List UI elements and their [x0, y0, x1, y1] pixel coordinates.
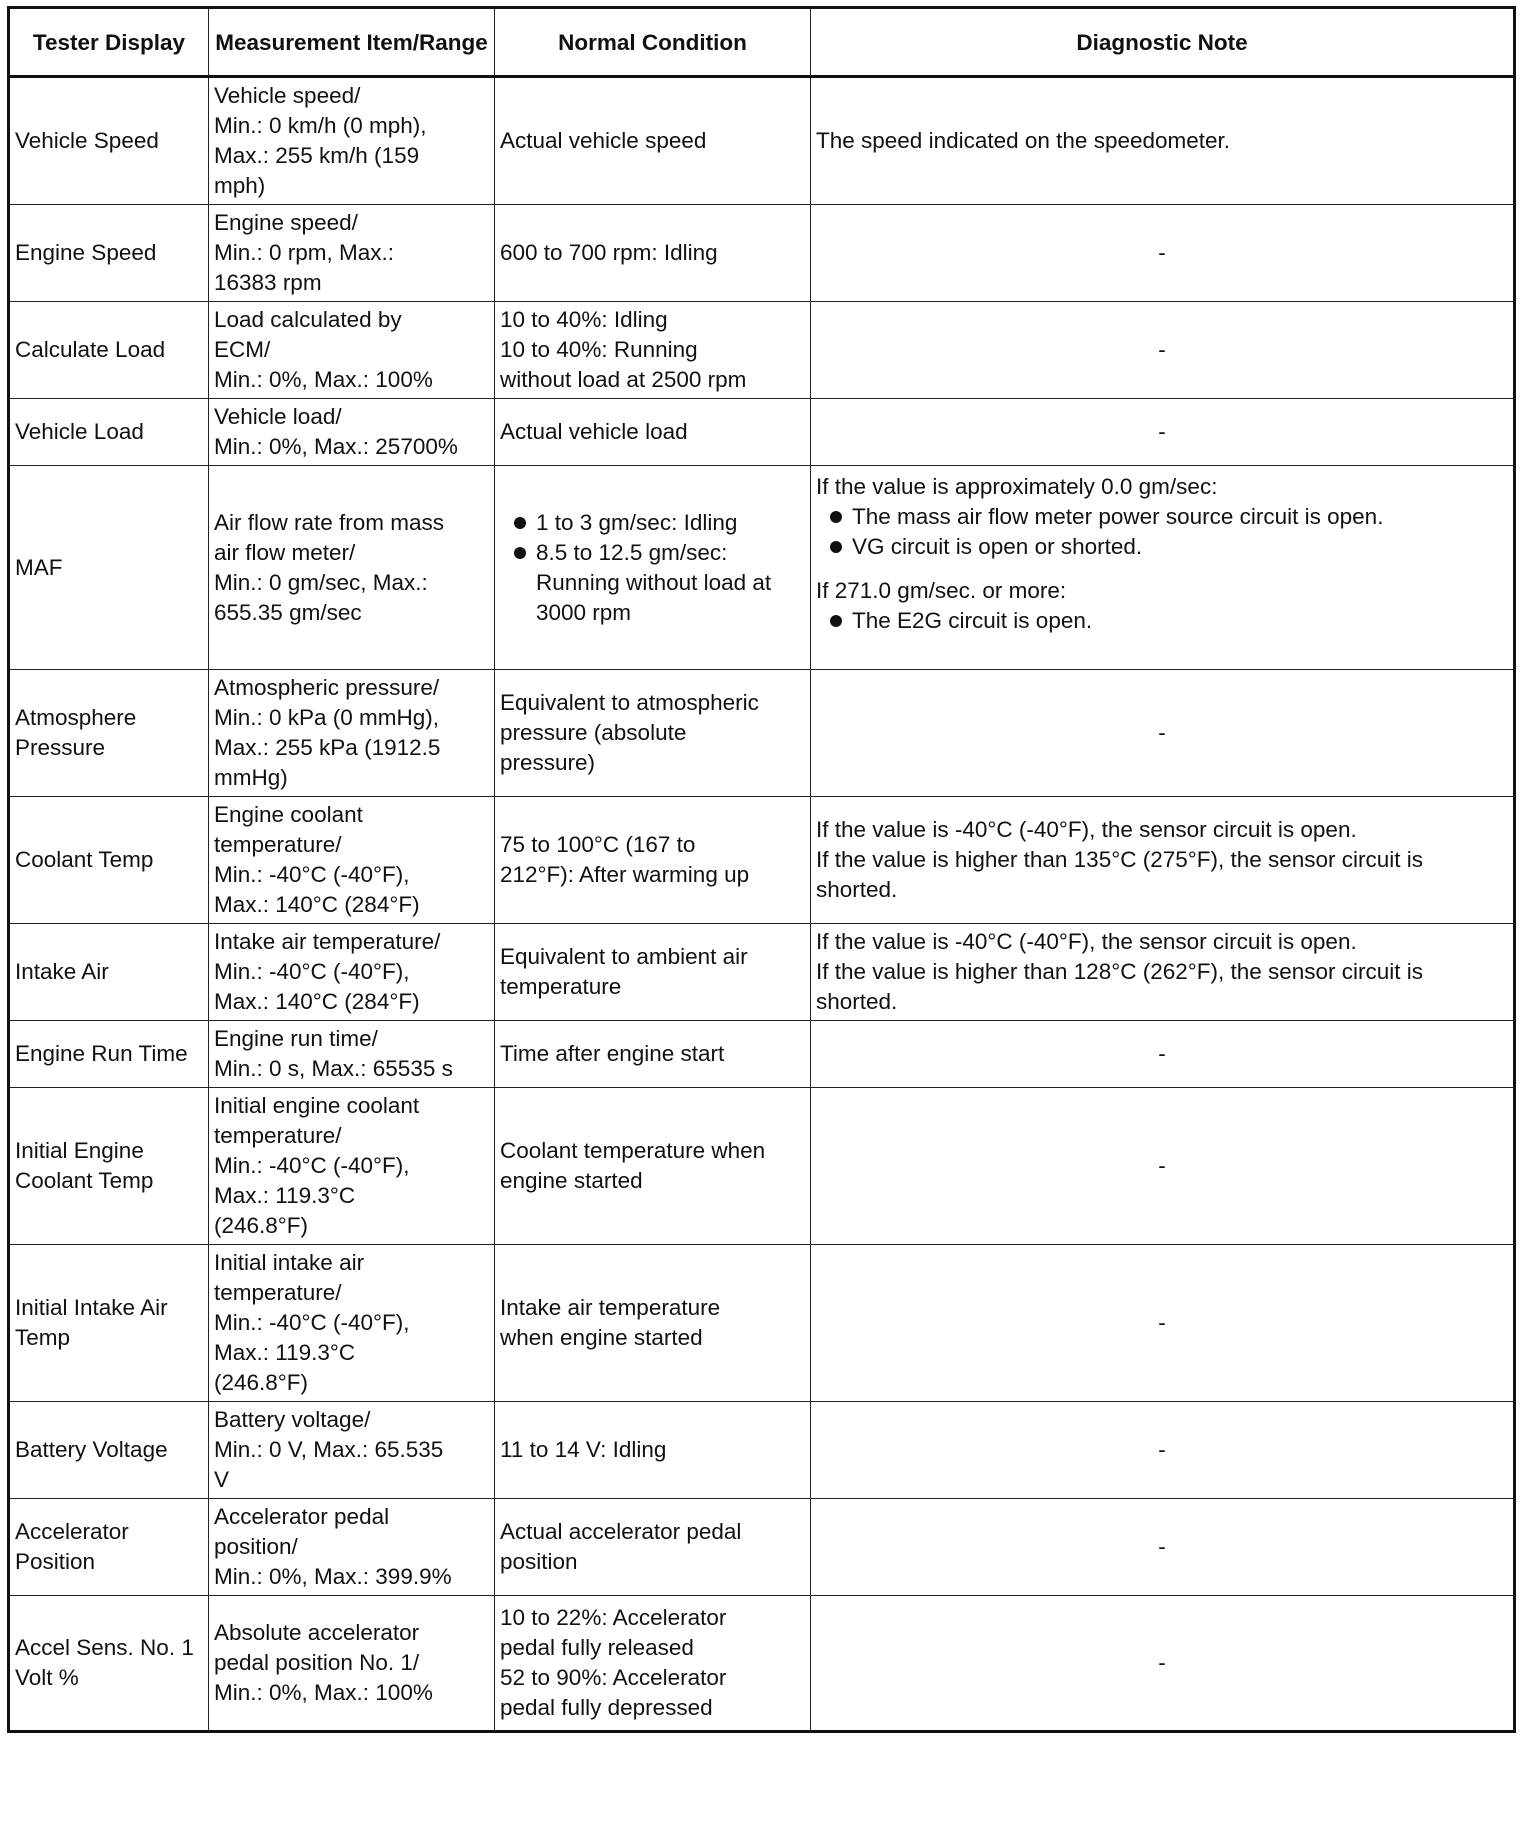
- measurement-cell: [209, 1088, 495, 1245]
- text-line: Air flow rate from mass: [214, 509, 445, 535]
- text-line: Min.: -40°C (-40°F),: [214, 862, 410, 887]
- text-line: Min.: 0%, Max.: 399.9%: [214, 1564, 452, 1589]
- text-line: Intake air temperature: [500, 1295, 721, 1320]
- text-line: Max.: 119.3°C: [214, 1340, 356, 1365]
- text-line: temperature/: [214, 832, 342, 857]
- text-line: Accelerator pedal: [214, 1504, 390, 1529]
- text-line: Coolant temperature when: [500, 1138, 766, 1163]
- diagnostic-note-cell: -: [811, 205, 1515, 302]
- table-row: [9, 1402, 1515, 1499]
- text-line: Min.: -40°C (-40°F),: [214, 959, 410, 984]
- table-row: [9, 797, 1515, 924]
- note-text: If 271.0 gm/sec. or more:: [816, 578, 1067, 603]
- text-line: pressure (absolute: [500, 720, 687, 745]
- text-line: Engine speed/: [214, 210, 358, 235]
- header-measurement: Measurement Item/Range: [209, 8, 495, 77]
- normal-condition-cell: [495, 1021, 811, 1088]
- measurement-cell: [209, 797, 495, 924]
- diagnostic-note-cell: -: [811, 1245, 1515, 1402]
- normal-condition-cell: [495, 1088, 811, 1245]
- normal-condition-cell: [495, 399, 811, 466]
- data-list-table: [7, 6, 1516, 1733]
- header-row: [9, 8, 1515, 77]
- text-line: pedal position No. 1/: [214, 1650, 420, 1675]
- measurement-cell: [209, 399, 495, 466]
- normal-condition-cell: [495, 924, 811, 1021]
- measurement-cell: [209, 302, 495, 399]
- text-line: Min.: 0 rpm, Max.:: [214, 240, 395, 265]
- text-line: Engine run time/: [214, 1026, 378, 1051]
- text-line: temperature/: [214, 1123, 342, 1148]
- table-row: [9, 1596, 1515, 1732]
- text-line: Load calculated by: [214, 307, 402, 332]
- diagnostic-note-cell: [811, 924, 1515, 1021]
- table-row: [9, 924, 1515, 1021]
- table-row: [9, 466, 1515, 670]
- note-text: If the value is higher than 135°C (275°F), the sensor circuit is shorted.: [816, 847, 1424, 902]
- measurement-cell: [209, 1402, 495, 1499]
- diagnostic-note-cell: -: [811, 1499, 1515, 1596]
- diagnostic-note-cell: -: [811, 1088, 1515, 1245]
- text-line: Min.: -40°C (-40°F),: [214, 1153, 410, 1178]
- header-tester-display: Tester Display: [9, 8, 209, 77]
- text-line: (246.8°F): [214, 1370, 309, 1395]
- normal-condition-cell: [495, 1402, 811, 1499]
- list-item: 8.5 to 12.5 gm/sec: Running without load at 3000 rpm: [500, 538, 805, 628]
- normal-condition-cell: [495, 1499, 811, 1596]
- normal-condition-cell: [495, 797, 811, 924]
- text-line: without load at 2500 rpm: [500, 367, 747, 392]
- header-normal-condition: Normal Condition: [495, 8, 811, 77]
- normal-condition-cell: [495, 670, 811, 797]
- table-row: [9, 1021, 1515, 1088]
- table-row: [9, 1499, 1515, 1596]
- measurement-cell: [209, 77, 495, 205]
- measurement-cell: [209, 1021, 495, 1088]
- tester-display-cell: Battery Voltage: [9, 1402, 209, 1499]
- note-text: If the value is approximately 0.0 gm/sec:: [816, 474, 1218, 499]
- text-line: Max.: 255 km/h (159: [214, 143, 420, 168]
- text-line: 52 to 90%: Accelerator: [500, 1665, 727, 1690]
- text-line: Absolute accelerator: [214, 1620, 420, 1645]
- note-text: If the value is higher than 128°C (262°F), the sensor circuit is shorted.: [816, 959, 1424, 1014]
- diagnostic-note-cell: -: [811, 1596, 1515, 1732]
- text-line: Actual vehicle load: [500, 419, 688, 444]
- measurement-cell: [209, 924, 495, 1021]
- text-line: when engine started: [500, 1325, 703, 1350]
- text-line: mph): [214, 173, 266, 198]
- text-line: Min.: 0 gm/sec, Max.:: [214, 569, 428, 595]
- note-text: If the value is -40°C (-40°F), the sensor circuit is open.: [816, 817, 1357, 842]
- diagnostic-note-cell: -: [811, 1021, 1515, 1088]
- measurement-cell: [209, 670, 495, 797]
- text-line: 16383 rpm: [214, 270, 322, 295]
- measurement-cell: [209, 1499, 495, 1596]
- list-item: The mass air flow meter power source circuit is open.: [816, 502, 1508, 532]
- note-text: If the value is -40°C (-40°F), the sensor circuit is open.: [816, 929, 1357, 954]
- text-line: Min.: 0 V, Max.: 65.535: [214, 1437, 444, 1462]
- text-line: temperature: [500, 974, 622, 999]
- text-line: Min.: 0%, Max.: 25700%: [214, 434, 458, 459]
- text-line: Battery voltage/: [214, 1407, 371, 1432]
- list-item: The E2G circuit is open.: [816, 606, 1508, 636]
- text-line: Max.: 255 kPa (1912.5: [214, 735, 441, 760]
- text-line: 655.35 gm/sec: [214, 599, 362, 625]
- text-line: Intake air temperature/: [214, 929, 441, 954]
- diagnostic-note-cell: [811, 797, 1515, 924]
- table-row: [9, 399, 1515, 466]
- tester-display-cell: Initial Intake Air Temp: [9, 1245, 209, 1402]
- diagnostic-note-cell: -: [811, 399, 1515, 466]
- tester-display-cell: Coolant Temp: [9, 797, 209, 924]
- tester-display-cell: Engine Speed: [9, 205, 209, 302]
- text-line: ECM/: [214, 337, 271, 362]
- diagnostic-note-cell: -: [811, 1402, 1515, 1499]
- text-line: Max.: 140°C (284°F): [214, 989, 420, 1014]
- text-line: position/: [214, 1534, 298, 1559]
- tester-display-cell: Atmosphere Pressure: [9, 670, 209, 797]
- tester-display-cell: Vehicle Load: [9, 399, 209, 466]
- table-row: [9, 1088, 1515, 1245]
- text-line: Initial engine coolant: [214, 1093, 420, 1118]
- text-line: Min.: 0%, Max.: 100%: [214, 1680, 433, 1705]
- normal-condition-cell: [495, 205, 811, 302]
- text-line: pedal fully released: [500, 1635, 694, 1660]
- table-row: [9, 205, 1515, 302]
- text-line: 10 to 40%: Running: [500, 337, 698, 362]
- note-list: [816, 502, 1508, 562]
- text-line: Actual vehicle speed: [500, 128, 707, 153]
- table-row: [9, 302, 1515, 399]
- tester-display-cell: Vehicle Speed: [9, 77, 209, 205]
- table-row: [9, 1245, 1515, 1402]
- text-line: temperature/: [214, 1280, 342, 1305]
- tester-display-cell: Accelerator Position: [9, 1499, 209, 1596]
- text-line: 600 to 700 rpm: Idling: [500, 240, 718, 265]
- tester-display-cell: MAF: [9, 466, 209, 670]
- tester-display-cell: Initial Engine Coolant Temp: [9, 1088, 209, 1245]
- normal-condition-cell: [495, 302, 811, 399]
- text-line: V: [214, 1467, 230, 1492]
- measurement-cell: [209, 466, 495, 670]
- text-line: 212°F): After warming up: [500, 862, 750, 887]
- list-item: 1 to 3 gm/sec: Idling: [500, 508, 805, 538]
- text-line: 10 to 22%: Accelerator: [500, 1605, 727, 1630]
- text-line: Min.: 0 kPa (0 mmHg),: [214, 705, 440, 730]
- text-line: Max.: 140°C (284°F): [214, 892, 420, 917]
- text-line: Equivalent to ambient air: [500, 944, 748, 969]
- normal-condition-list: [500, 508, 805, 628]
- text-line: Time after engine start: [500, 1041, 725, 1066]
- normal-condition-cell: [495, 466, 811, 670]
- text-line: Atmospheric pressure/: [214, 675, 440, 700]
- text-line: Min.: 0 km/h (0 mph),: [214, 113, 427, 138]
- text-line: Min.: 0%, Max.: 100%: [214, 367, 433, 392]
- text-line: Equivalent to atmospheric: [500, 690, 759, 715]
- text-line: Min.: -40°C (-40°F),: [214, 1310, 410, 1335]
- text-line: Vehicle speed/: [214, 83, 361, 108]
- text-line: pedal fully depressed: [500, 1695, 713, 1720]
- tester-display-cell: Accel Sens. No. 1 Volt %: [9, 1596, 209, 1732]
- text-line: air flow meter/: [214, 539, 356, 565]
- diagnostic-note-cell: [811, 77, 1515, 205]
- text-line: Vehicle load/: [214, 404, 342, 429]
- text-line: Min.: 0 s, Max.: 65535 s: [214, 1056, 453, 1081]
- diagnostic-note-cell: -: [811, 302, 1515, 399]
- text-line: Max.: 119.3°C: [214, 1183, 356, 1208]
- diagnostic-note-cell: -: [811, 670, 1515, 797]
- measurement-cell: [209, 205, 495, 302]
- text-line: 11 to 14 V: Idling: [500, 1437, 667, 1462]
- text-line: Initial intake air: [214, 1250, 365, 1275]
- text-line: 75 to 100°C (167 to: [500, 832, 696, 857]
- text-line: (246.8°F): [214, 1213, 309, 1238]
- tester-display-cell: Calculate Load: [9, 302, 209, 399]
- tester-display-cell: Engine Run Time: [9, 1021, 209, 1088]
- text-line: 10 to 40%: Idling: [500, 307, 668, 332]
- normal-condition-cell: [495, 1245, 811, 1402]
- tester-display-cell: Intake Air: [9, 924, 209, 1021]
- text-line: position: [500, 1549, 578, 1574]
- normal-condition-cell: [495, 77, 811, 205]
- note-text: The speed indicated on the speedometer.: [816, 128, 1231, 153]
- text-line: mmHg): [214, 765, 288, 790]
- measurement-cell: [209, 1596, 495, 1732]
- normal-condition-cell: [495, 1596, 811, 1732]
- measurement-cell: [209, 1245, 495, 1402]
- table-row: [9, 77, 1515, 205]
- text-line: engine started: [500, 1168, 643, 1193]
- list-item: VG circuit is open or shorted.: [816, 532, 1508, 562]
- text-line: Engine coolant: [214, 802, 363, 827]
- header-diagnostic-note: Diagnostic Note: [811, 8, 1515, 77]
- note-list: [816, 606, 1508, 636]
- text-line: pressure): [500, 750, 596, 775]
- diagnostic-note-cell: [811, 466, 1515, 670]
- text-line: Actual accelerator pedal: [500, 1519, 742, 1544]
- table-row: [9, 670, 1515, 797]
